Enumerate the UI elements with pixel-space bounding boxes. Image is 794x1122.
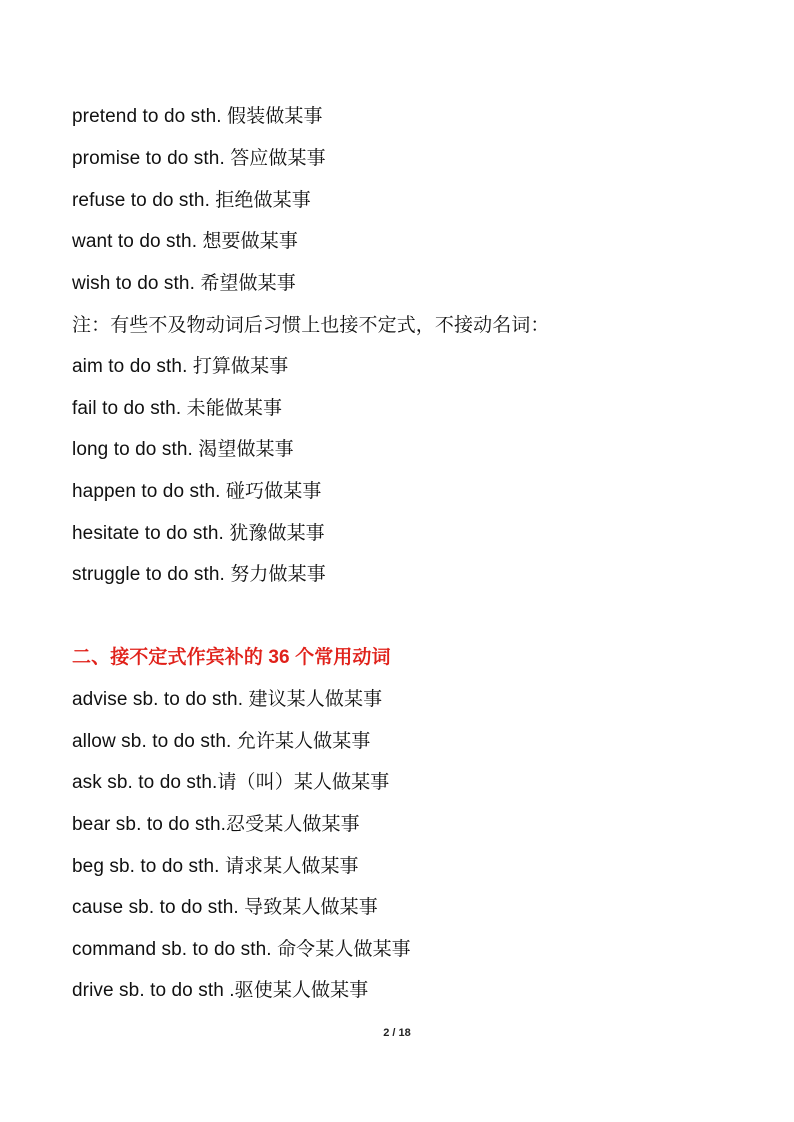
text-line: wish to do sth. 希望做某事: [72, 273, 296, 294]
text-line: pretend to do sth. 假装做某事: [72, 106, 323, 127]
text-line: hesitate to do sth. 犹豫做某事: [72, 523, 325, 544]
text-line: cause sb. to do sth. 导致某人做某事: [72, 897, 378, 918]
text-line: struggle to do sth. 努力做某事: [72, 564, 326, 585]
text-line: command sb. to do sth. 命令某人做某事: [72, 939, 411, 960]
text-line: advise sb. to do sth. 建议某人做某事: [72, 689, 383, 710]
text-line: ask sb. to do sth.请（叫）某人做某事: [72, 772, 390, 793]
section-heading: 二、接不定式作宾补的 36 个常用动词: [72, 647, 391, 668]
text-line: beg sb. to do sth. 请求某人做某事: [72, 856, 359, 877]
text-line: long to do sth. 渴望做某事: [72, 439, 294, 460]
page-number: 2 / 18: [383, 1027, 411, 1039]
text-line: bear sb. to do sth.忍受某人做某事: [72, 814, 360, 835]
text-line: allow sb. to do sth. 允许某人做某事: [72, 731, 371, 752]
note-line: 注：有些不及物动词后习惯上也接不定式，不接动名词：: [72, 315, 550, 336]
text-line: fail to do sth. 未能做某事: [72, 398, 283, 419]
text-line: happen to do sth. 碰巧做某事: [72, 481, 322, 502]
text-line: aim to do sth. 打算做某事: [72, 356, 289, 377]
text-line: refuse to do sth. 拒绝做某事: [72, 190, 311, 211]
text-line: want to do sth. 想要做某事: [72, 231, 298, 252]
text-line: promise to do sth. 答应做某事: [72, 148, 326, 169]
text-line: drive sb. to do sth .驱使某人做某事: [72, 980, 369, 1001]
